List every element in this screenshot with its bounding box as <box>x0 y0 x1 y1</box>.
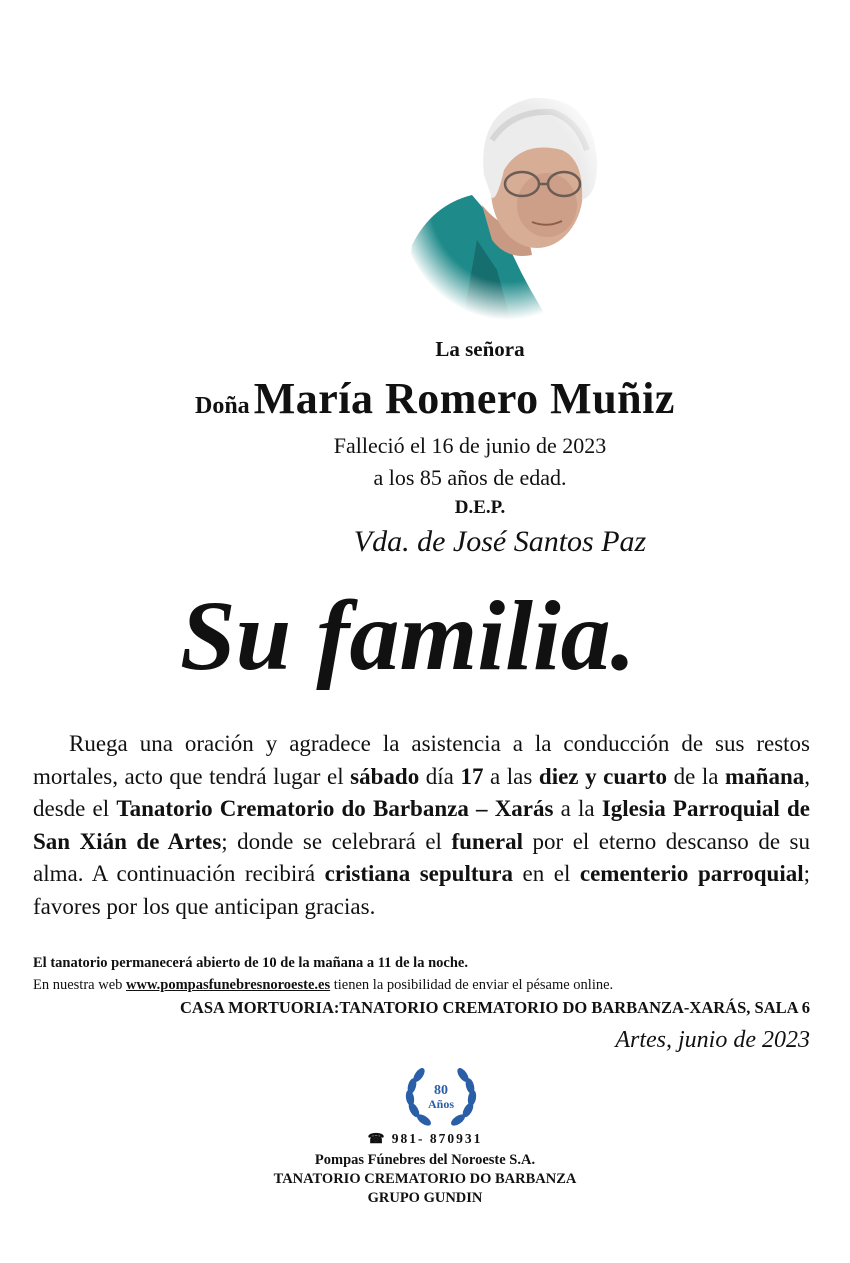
name-prefix: Doña <box>195 393 250 419</box>
body-text: día <box>419 763 461 789</box>
body-text: Ruega una oración y agradece la asistencia a la conducción de sus restos mortales, acto que tendrá lugar el <box>33 731 810 789</box>
body-text: a las <box>483 763 539 789</box>
logo-number: 80 <box>434 1083 448 1098</box>
deceased-name: María Romero Muñiz <box>253 374 675 423</box>
body-text: , desde el <box>33 763 810 821</box>
company-name: Pompas Fúnebres del Noroeste S.A. <box>314 1152 536 1168</box>
deceased-name-line <box>195 373 815 424</box>
body-text: a la <box>553 796 602 821</box>
widow-of: Vda. de José Santos Paz <box>353 525 647 558</box>
body-text: por el eterno descanso de su alma. A continuación recibirá <box>33 828 810 886</box>
body-time: diez y cuarto <box>538 763 667 789</box>
body-cemetery: cementerio parroquial <box>579 861 804 886</box>
body-text: en el <box>513 861 580 886</box>
body-burial: cristiana sepultura <box>324 861 514 886</box>
web-prefix: En nuestra web <box>33 977 127 993</box>
death-date: Falleció el 16 de junio de 2023 <box>333 433 607 458</box>
death-age: a los 85 años de edad. <box>373 465 567 490</box>
tanatorio-name: TANATORIO CREMATORIO DO BARBANZA <box>273 1171 577 1187</box>
body-text: de la <box>667 763 725 789</box>
intro-label: La señora <box>435 337 525 361</box>
anniversary-logo <box>400 1060 482 1136</box>
family-heading: Su familia. <box>180 580 636 691</box>
web-note <box>33 977 810 994</box>
company-info <box>0 1151 850 1208</box>
phone-number[interactable]: 981- 870931 <box>391 1131 483 1146</box>
dateline: Artes, junio de 2023 <box>615 1027 810 1053</box>
body-funeral: funeral <box>451 828 524 854</box>
mortuary-location: CASA MORTUORIA:TANATORIO CREMATORIO DO BARBANZA-XARÁS, SALA 6 <box>180 998 810 1017</box>
portrait-photo <box>392 80 614 325</box>
web-suffix: tienen la posibilidad de enviar el pésame online. <box>330 977 614 993</box>
body-origin: Tanatorio Crematorio do Barbanza – Xarás <box>116 796 554 821</box>
dep-label: D.E.P. <box>454 497 506 518</box>
body-morning: mañana <box>725 763 805 789</box>
website-link[interactable]: www.pompasfunebresnoroeste.es <box>126 977 331 993</box>
phone-row <box>0 1131 850 1147</box>
logo-word: Años <box>427 1097 455 1111</box>
wake-hours: El tanatorio permanecerá abierto de 10 de la mañana a 11 de la noche. <box>33 955 468 971</box>
death-info <box>260 430 680 494</box>
body-text: ; donde se celebrará el <box>221 828 452 854</box>
body-day: sábado <box>350 763 420 789</box>
announcement-body <box>33 728 810 923</box>
body-date: 17 <box>460 763 484 789</box>
body-text: ; favores por los que anticipan gracias. <box>33 861 810 919</box>
phone-icon: ☎ <box>367 1131 387 1146</box>
group-name: GRUPO GUNDIN <box>367 1190 483 1206</box>
body-church: Iglesia Parroquial de San Xián de Artes <box>33 796 810 854</box>
